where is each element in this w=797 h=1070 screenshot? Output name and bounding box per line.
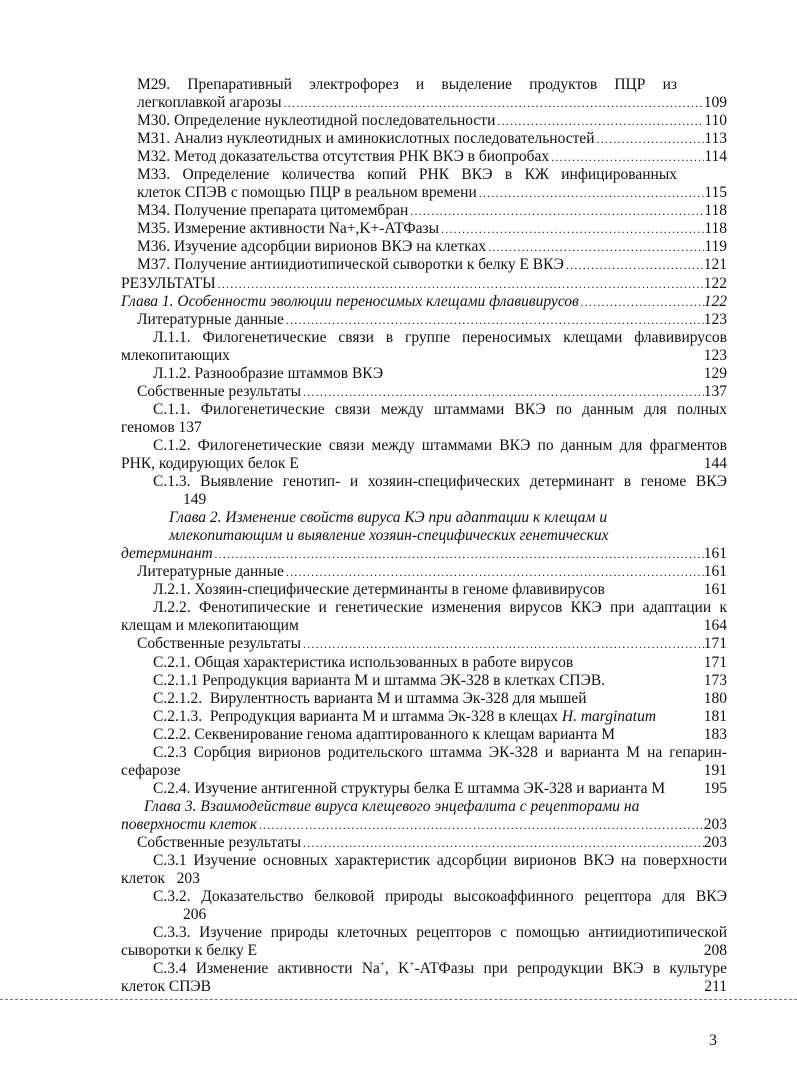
page-number: 161	[703, 563, 727, 581]
toc-entry-text: С.1.2. Филогенетические связи между штаммами ВКЭ по данным для фрагментов	[153, 436, 727, 454]
toc-entry-c31-cont	[121, 870, 727, 888]
toc-entry-c34	[153, 960, 727, 978]
toc-entry-text: Глава 1. Особенности эволюции переносимых клещами флавивирусов	[121, 292, 579, 310]
toc-entry-c11	[153, 401, 727, 419]
page-number: 149	[183, 491, 207, 509]
toc-entry-c13	[153, 473, 727, 491]
toc-entry-text: M31. Анализ нуклеотидных и аминокислотных последовательностей	[137, 130, 595, 148]
toc-entry-literature-2	[137, 563, 727, 581]
toc-entry-l11	[153, 329, 727, 347]
toc-entry-text: M35. Измерение активности Na+,K+-АТФазы	[137, 220, 440, 238]
toc-entry-c33-cont	[121, 942, 727, 960]
toc-entry-text: , K	[385, 960, 410, 978]
page-number: 122	[703, 274, 727, 292]
toc-entry-text: Л.1.1. Филогенетические связи в группе переносимых клещами флавивирусов	[153, 328, 727, 346]
toc-entry-c32-page	[183, 906, 727, 924]
toc-entry-text: -АТФазы при репродукции ВКЭ в культуре	[414, 960, 727, 978]
page-number: 123	[703, 310, 727, 328]
dot-leader	[579, 293, 704, 311]
page-number: 171	[703, 635, 727, 653]
page-number: 110	[704, 112, 727, 130]
toc-entry-text: M32. Метод доказательства отсутствия РНК ВКЭ в биопробах	[137, 148, 550, 166]
toc-entry-l22-cont	[121, 617, 727, 635]
page-number: 144	[703, 454, 727, 472]
toc-entry-m35	[137, 220, 727, 238]
toc-entry-text: Собственные результаты	[137, 635, 302, 653]
toc-entry-m32	[137, 148, 727, 166]
page-number: 113	[704, 130, 727, 148]
dot-leader	[216, 275, 704, 293]
toc-entry-text: С.1.3. Выявление генотип- и хозяин-специфических детерминант в геноме ВКЭ	[153, 473, 727, 491]
page-number: 114	[704, 148, 727, 166]
dot-leader	[284, 563, 704, 581]
toc-entry-c23	[153, 744, 727, 762]
page-number: 123	[703, 346, 727, 364]
toc-entry-c213	[153, 708, 727, 726]
dot-leader	[564, 256, 704, 274]
dot-leader	[213, 545, 704, 563]
superscript: +	[379, 960, 385, 970]
toc-entry-text: С.2.1.2. Вирулентность варианта М и штамма Эк-328 для мышей	[153, 689, 587, 707]
dot-leader	[439, 220, 704, 238]
page-number: 171	[703, 653, 727, 671]
toc-entry-m34	[137, 202, 727, 220]
toc-entry-text: С.2.2. Секвенирование генома адаптированного к клещам варианта М	[153, 725, 616, 743]
toc-chapter-2-end	[121, 545, 727, 563]
page-number: 109	[703, 94, 727, 112]
toc-entry-text: Л.2.1. Хозяин-специфические детерминанты в геноме флавивирусов	[153, 581, 605, 599]
toc-section-results	[121, 275, 727, 293]
toc-entry-text: Собственные результаты	[137, 382, 302, 400]
toc-entry-text: С.3.4 Изменение активности Na	[153, 960, 380, 978]
toc-entry-c11-cont	[121, 419, 727, 437]
toc-entry-text: РЕЗУЛЬТАТЫ	[121, 274, 216, 292]
toc-entry-text: M37. Получение антиидиотипической сыворотки к белку Е ВКЭ	[137, 256, 564, 274]
toc-entry-text: клеток	[121, 870, 165, 888]
toc-entry-text: С.2.1. Общая характеристика использованных в работе вирусов	[153, 653, 574, 671]
toc-entry-m33	[137, 166, 677, 184]
superscript: +	[409, 960, 415, 970]
page-number: 206	[183, 906, 207, 924]
page-number: 191	[703, 761, 727, 779]
toc-entry-c13-page	[183, 491, 727, 509]
toc-entry-c33	[153, 924, 727, 942]
toc-entry-m29	[137, 76, 677, 94]
dot-leader	[301, 635, 704, 653]
toc-entry-c24	[153, 780, 727, 798]
toc-entry-text: Л.2.2. Фенотипические и генетические изменения вирусов ККЭ при адаптации к	[153, 599, 727, 617]
toc-entry-text: Глава 3. Взаимодействие вируса клещевого энцефалита с рецепторами на	[144, 797, 640, 815]
page-number: 181	[703, 707, 727, 725]
toc-chapter-3	[144, 798, 727, 816]
toc-entry-c32	[153, 888, 727, 906]
toc-entry-own-results-2	[137, 635, 727, 653]
page-number: 122	[703, 292, 727, 310]
toc-entry-text: Собственные результаты	[137, 833, 302, 851]
page-number: 211	[704, 978, 727, 996]
toc-chapter-2-cont	[169, 527, 727, 545]
page-number: 118	[704, 220, 727, 238]
page-number: 119	[704, 238, 727, 256]
toc-entry-text: сефарозе	[121, 761, 181, 779]
toc-entry-l22	[153, 599, 727, 617]
toc-entry-text: клеток СПЭВ	[121, 978, 211, 996]
dot-leader	[408, 202, 704, 220]
toc-entry-literature-1	[137, 311, 727, 329]
toc-entry-c22	[153, 726, 727, 744]
toc-entry-text: Литературные данные	[137, 310, 284, 328]
page-number: 183	[703, 725, 727, 743]
dot-leader	[284, 311, 704, 329]
toc-entry-text: Глава 2. Изменение свойств вируса КЭ при адаптации к клещам и	[169, 509, 608, 527]
toc-entry-text: геномов	[121, 418, 175, 436]
toc-entry-own-results-3	[137, 834, 727, 852]
toc-entry-text: Литературные данные	[137, 563, 284, 581]
page-number: 161	[703, 581, 727, 599]
toc-entry-text: M30. Определение нуклеотидной последовательности	[137, 112, 496, 130]
toc-entry-own-results-1	[137, 383, 727, 401]
page-number: 161	[703, 545, 727, 563]
dot-leader	[477, 184, 705, 202]
toc-entry-text: млекопитающим и выявление хозяин-специфических генетических	[169, 527, 609, 545]
toc-entry-text: M33. Определение количества копий РНК ВКЭ в КЖ инфицированных	[137, 166, 677, 184]
page-number: 137	[178, 418, 202, 436]
toc-entry-c31	[153, 852, 727, 870]
toc-entry-c12	[153, 437, 727, 455]
toc-entry-c12-cont	[121, 455, 727, 473]
page-number: 164	[703, 617, 727, 635]
toc-entry-m36	[137, 238, 727, 256]
toc-entry-text: Л.1.2. Разнообразие штаммов ВКЭ	[153, 364, 384, 382]
page-number: 115	[704, 184, 727, 202]
page-number: 203	[703, 833, 727, 851]
toc-entry-text: детерминант	[121, 545, 213, 563]
page-number: 203	[703, 815, 727, 833]
toc-entry-text: M29. Препаративный электрофорез и выделение продуктов ПЦР из	[137, 76, 677, 93]
toc-entry-text: С.1.1. Филогенетические связи между штаммами ВКЭ по данным для полных	[153, 400, 727, 418]
toc-entry-c212	[153, 690, 727, 708]
page-number: 137	[703, 382, 727, 400]
dot-leader	[486, 238, 704, 256]
dot-leader	[549, 148, 704, 166]
toc-entry-text: клеток СПЭВ с помощью ПЦР в реальном времени	[137, 184, 477, 202]
toc-entry-c34-cont	[121, 978, 727, 996]
page-number: 203	[176, 870, 200, 888]
toc-entry-m33-cont	[137, 184, 727, 202]
toc-entry-text: С.3.1 Изучение основных характеристик адсорбции вирионов ВКЭ на поверхности	[153, 852, 727, 870]
toc-entry-l11-cont	[121, 347, 727, 365]
dot-leader	[257, 816, 704, 834]
toc-entry-m31	[137, 130, 727, 148]
toc-entry-text: С.2.1.3. Репродукция варианта М и штамма Эк-328 в клещах	[153, 707, 562, 725]
toc-entry-text: С.2.4. Изучение антигенной структуры белка Е штамма ЭК-328 и варианта М	[153, 779, 666, 797]
page-divider	[0, 999, 797, 1000]
toc-entry-m29-cont	[137, 94, 727, 112]
toc-chapter-2	[169, 509, 727, 527]
toc-entry-text: РНК, кодирующих белок Е	[121, 454, 299, 472]
page-footer-number: 3	[709, 1032, 717, 1049]
dot-leader	[301, 383, 704, 401]
toc-entry-c211	[153, 672, 727, 690]
page-number: 208	[703, 942, 727, 960]
toc-entry-text: С.2.3 Сорбция вирионов родительского штамма ЭК-328 и варианта М на гепарин-	[153, 743, 727, 761]
toc-entry-text: млекопитающих	[121, 346, 230, 364]
toc-entry-text: С.3.3. Изучение природы клеточных рецепторов с помощью антиидиотипической	[153, 924, 727, 942]
toc-entry-text: M36. Изучение адсорбции вирионов ВКЭ на клетках	[137, 238, 487, 256]
page-number: 118	[704, 202, 727, 220]
toc-entry-text: сыворотки к белку Е	[121, 942, 258, 960]
table-of-contents	[0, 76, 797, 996]
toc-entry-c21	[153, 654, 727, 672]
toc-entry-text: клещам и млекопитающим	[121, 617, 299, 635]
toc-entry-l12	[153, 365, 727, 383]
page-number: 180	[703, 689, 727, 707]
toc-entry-text: M34. Получение препарата цитомембран	[137, 202, 409, 220]
toc-entry-c23-cont	[121, 762, 727, 780]
toc-entry-text: легкоплавкой агарозы	[137, 94, 282, 112]
dot-leader	[282, 94, 704, 112]
toc-entry-text: поверхности клеток	[121, 815, 258, 833]
species-name: H. marginatum	[561, 707, 657, 725]
toc-chapter-1	[121, 293, 727, 311]
toc-entry-m30	[137, 112, 727, 130]
dot-leader	[495, 112, 704, 130]
toc-chapter-3-cont	[121, 816, 727, 834]
toc-entry-text: С.3.2. Доказательство белковой природы высокоаффинного рецептора для ВКЭ	[153, 888, 727, 906]
page-number: 121	[703, 256, 727, 274]
page-number: 129	[703, 364, 727, 382]
toc-entry-m37	[137, 256, 727, 274]
toc-entry-text: С.2.1.1 Репродукция варианта М и штамма ЭК-328 в клетках СПЭВ.	[153, 671, 606, 689]
dot-leader	[595, 130, 705, 148]
page-number: 173	[703, 671, 727, 689]
dot-leader	[301, 834, 704, 852]
toc-entry-l21	[153, 581, 727, 599]
page-number: 195	[703, 779, 727, 797]
